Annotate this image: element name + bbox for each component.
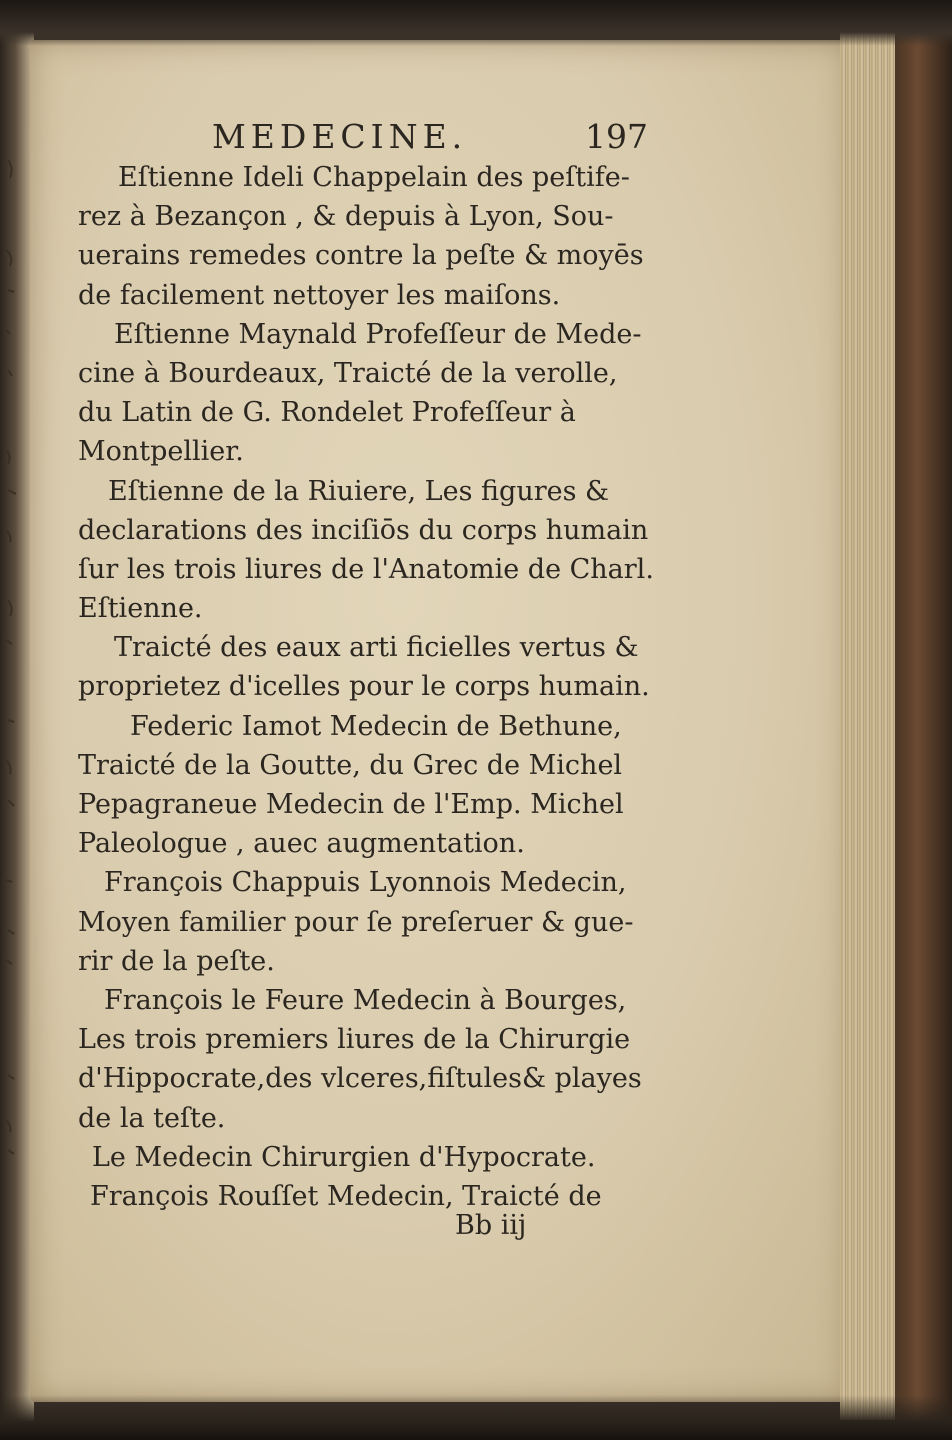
bottom-shadow <box>0 1395 952 1440</box>
text-line: Paleologue , auec augmentation. <box>78 828 525 860</box>
text-line: Eſtienne Maynald Profeſſeur de Mede- <box>114 318 642 350</box>
text-line: Les trois premiers liures de la Chirurgie <box>78 1024 631 1056</box>
text-line: François Chappuis Lyonnois Medecin, <box>104 867 627 899</box>
text-line: Eſtienne Ideli Chappelain des peſtife- <box>118 162 630 193</box>
text-line: Eſtienne de la Riuiere, Les figures & <box>108 475 610 507</box>
text-line: rez à Bezançon , & depuis à Lyon, Sou- <box>78 201 614 233</box>
text-line: du Latin de G. Rondelet Profeſſeur à <box>78 397 576 429</box>
text-line: cine à Bourdeaux, Traicté de la verolle, <box>78 357 618 389</box>
text-line: Pepagraneue Medecin de l'Emp. Michel <box>78 789 624 820</box>
text-line: Traicté des eaux arti ficielles vertus & <box>114 632 639 664</box>
text-line: ſur les trois liures de l'Anatomie de Charl. <box>78 553 654 585</box>
page-number: 197 <box>585 117 648 156</box>
text-line: Le Medecin Chirurgien d'Hypocrate. <box>92 1141 596 1173</box>
text-line: Moyen familier pour ſe preſeruer & gue- <box>78 906 634 938</box>
body-text <box>78 158 658 1216</box>
text-line: de la teſte. <box>78 1102 226 1134</box>
text-line: Federic Iamot Medecin de Bethune, <box>130 710 622 742</box>
catchword: Bb iij <box>455 1210 527 1241</box>
text-line: Montpellier. <box>78 436 244 468</box>
text-line: de facilement nettoyer les maiſons. <box>78 279 561 311</box>
text-line: rir de la peſte. <box>78 945 275 977</box>
book-binding <box>895 10 952 1440</box>
text-line: François le Feure Medecin à Bourges, <box>104 984 627 1016</box>
text-line: declarations des inciſiōs du corps humain <box>78 514 649 546</box>
text-line: uerains remedes contre la peſte & moyēs <box>78 240 644 272</box>
text-line: proprietez d'icelles pour le corps humain. <box>78 671 650 703</box>
text-line: Traicté de la Goutte, du Grec de Michel <box>78 749 623 781</box>
text-line: d'Hippocrate,des vlceres,fiſtules& playes <box>78 1063 642 1095</box>
text-line: Eſtienne. <box>78 593 203 625</box>
running-head: MEDECINE. <box>212 117 468 156</box>
top-shadow <box>0 0 952 46</box>
text-line: François Rouſſet Medecin, Traicté de <box>90 1180 602 1212</box>
